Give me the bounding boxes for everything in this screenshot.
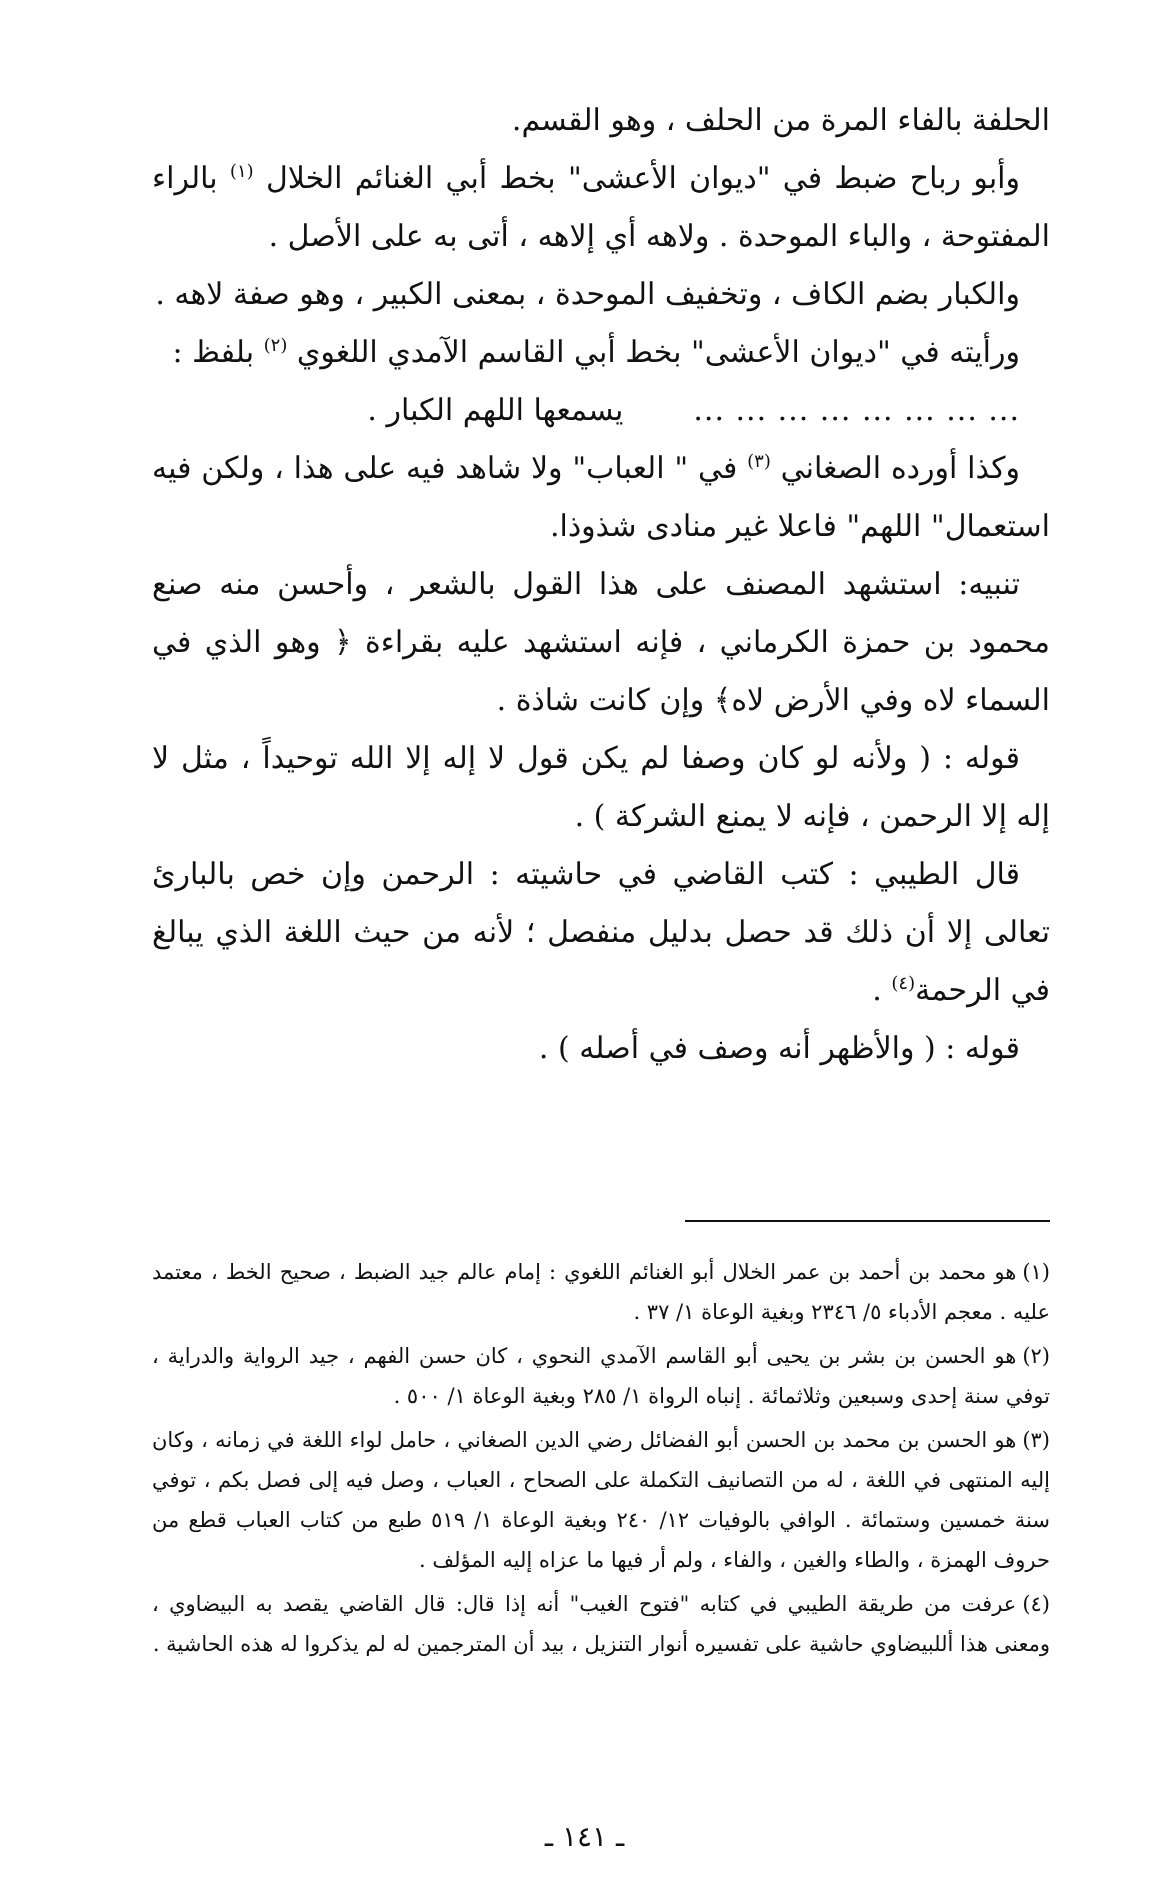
paragraph-9-text: قوله : ( والأظهر أنه وصف في أصله ) . — [538, 1031, 1020, 1066]
footnotes — [152, 1252, 1050, 1668]
footnote-ref-4[interactable]: (٤) — [891, 973, 916, 994]
footnote-text: هو الحسن بن بشر بن يحيى أبو القاسم الآمدي النحوي ، كان حسن الفهم ، جيد الرواية والدراية ، توفي سنة إحدى وسبعين وثلاثمائة . إنباه الرواة ١/ ٢٨٥ وبغية الوعاة ١/ ٥٠٠ . — [152, 1344, 1050, 1408]
footnote-number: (٣) — [1022, 1428, 1050, 1452]
footnote-2 — [152, 1336, 1050, 1416]
paragraph-1 — [152, 92, 1050, 150]
footnote-3 — [152, 1420, 1050, 1580]
footnote-text: عرفت من طريقة الطيبي في كتابه "فتوح الغيب" أنه إذا قال: قال القاضي يقصد به البيضاوي ، ومعنى هذا أللبيضاوي حاشية على تفسيره أنوار التنزيل ، بيد أن المترجمين له لم يذكروا له هذه الحاشية . — [152, 1592, 1050, 1656]
page-number: ـ ١٤١ ـ — [544, 1820, 625, 1853]
paragraph-4-text: ورأيته في "ديوان الأعشى" بخط أبي القاسم الآمدي اللغوي — [287, 335, 1020, 370]
poetry-verse — [152, 382, 1050, 440]
paragraph-8-text: قال الطيبي : كتب القاضي في حاشيته : الرحمن وإن خص بالبارئ تعالى إلا أن ذلك قد حصل بدليل منفصل ؛ لأنه من حيث اللغة الذي يبالغ في الرحمة — [152, 857, 1050, 1008]
paragraph-5-text-after: في " العباب" ولا شاهد فيه على هذا ، ولكن فيه استعمال" اللهم" فاعلا غير منادى شذوذا. — [152, 451, 1050, 544]
paragraph-8 — [152, 846, 1050, 1020]
verse-hemistich-1: ... ... ... ... ... ... ... ... — [693, 393, 1020, 428]
paragraph-8-text-after: . — [872, 973, 892, 1008]
footnote-number: (٢) — [1022, 1344, 1050, 1368]
verse-hemistich-2: يسمعها اللهم الكبار . — [367, 393, 624, 428]
page — [152, 92, 1050, 1852]
footnote-text: هو محمد بن أحمد بن عمر الخلال أبو الغنائم اللغوي : إمام عالم جيد الضبط ، صحيح الخط ، معتمد عليه . معجم الأدباء ٥/ ٢٣٤٦ وبغية الوعاة ١/ ٣٧ . — [152, 1260, 1050, 1324]
paragraph-4-text-after: بلفظ : — [172, 335, 264, 370]
paragraph-6 — [152, 556, 1050, 730]
paragraph-6-text: تنبيه: استشهد المصنف على هذا القول بالشعر ، وأحسن منه صنع محمود بن حمزة الكرماني ، فإنه استشهد عليه بقراءة ﴿ وهو الذي في السماء لاه وفي الأرض لاه﴾ وإن كانت شاذة . — [152, 567, 1050, 718]
footnote-4 — [152, 1584, 1050, 1664]
main-text — [152, 92, 1050, 1078]
paragraph-7-text: قوله : ( ولأنه لو كان وصفا لم يكن قول لا إله إلا الله توحيداً ، مثل لا إله إلا الرحمن ، فإنه لا يمنع الشركة ) . — [152, 741, 1050, 834]
footnote-number: (١) — [1022, 1260, 1050, 1284]
footnote-divider — [685, 1220, 1050, 1222]
footnote-ref-1[interactable]: (١) — [229, 161, 254, 182]
paragraph-1-text: الحلفة بالفاء المرة من الحلف ، وهو القسم. — [511, 103, 1050, 138]
paragraph-9 — [152, 1020, 1050, 1078]
paragraph-2-text-after: بالراء المفتوحة ، والباء الموحدة . ولاهه أي إلاهه ، أتى به على الأصل . — [152, 161, 1050, 254]
paragraph-5-text: وكذا أورده الصغاني — [770, 451, 1020, 486]
footnote-text: هو الحسن بن محمد بن الحسن أبو الفضائل رضي الدين الصغاني ، حامل لواء اللغة في زمانه ، وكان إليه المنتهى في اللغة ، له من التصانيف التكملة على الصحاح ، العباب ، وصل فيه إلى فصل بكم ، توفي سنة خمسين وستمائة . الوافي بالوفيات ١٢/ ٢٤٠ وبغية الوعاة ١/ ٥١٩ طبع من كتاب العباب قطع من حروف الهمزة ، والطاء والغين ، والفاء ، ولم أر فيها ما عزاه إليه المؤلف . — [152, 1428, 1050, 1572]
paragraph-4 — [152, 324, 1050, 382]
footnote-ref-2[interactable]: (٢) — [263, 335, 288, 356]
footnote-ref-3[interactable]: (٣) — [747, 451, 771, 472]
paragraph-2 — [152, 150, 1050, 266]
paragraph-2-text: وأبو رباح ضبط في "ديوان الأعشى" بخط أبي الغنائم الخلال — [253, 161, 1020, 196]
paragraph-3 — [152, 266, 1050, 324]
paragraph-3-text: والكبار بضم الكاف ، وتخفيف الموحدة ، بمعنى الكبير ، وهو صفة لاهه . — [155, 277, 1020, 312]
paragraph-5 — [152, 440, 1050, 556]
paragraph-7 — [152, 730, 1050, 846]
footnote-number: (٤) — [1022, 1592, 1050, 1616]
footnote-1 — [152, 1252, 1050, 1332]
